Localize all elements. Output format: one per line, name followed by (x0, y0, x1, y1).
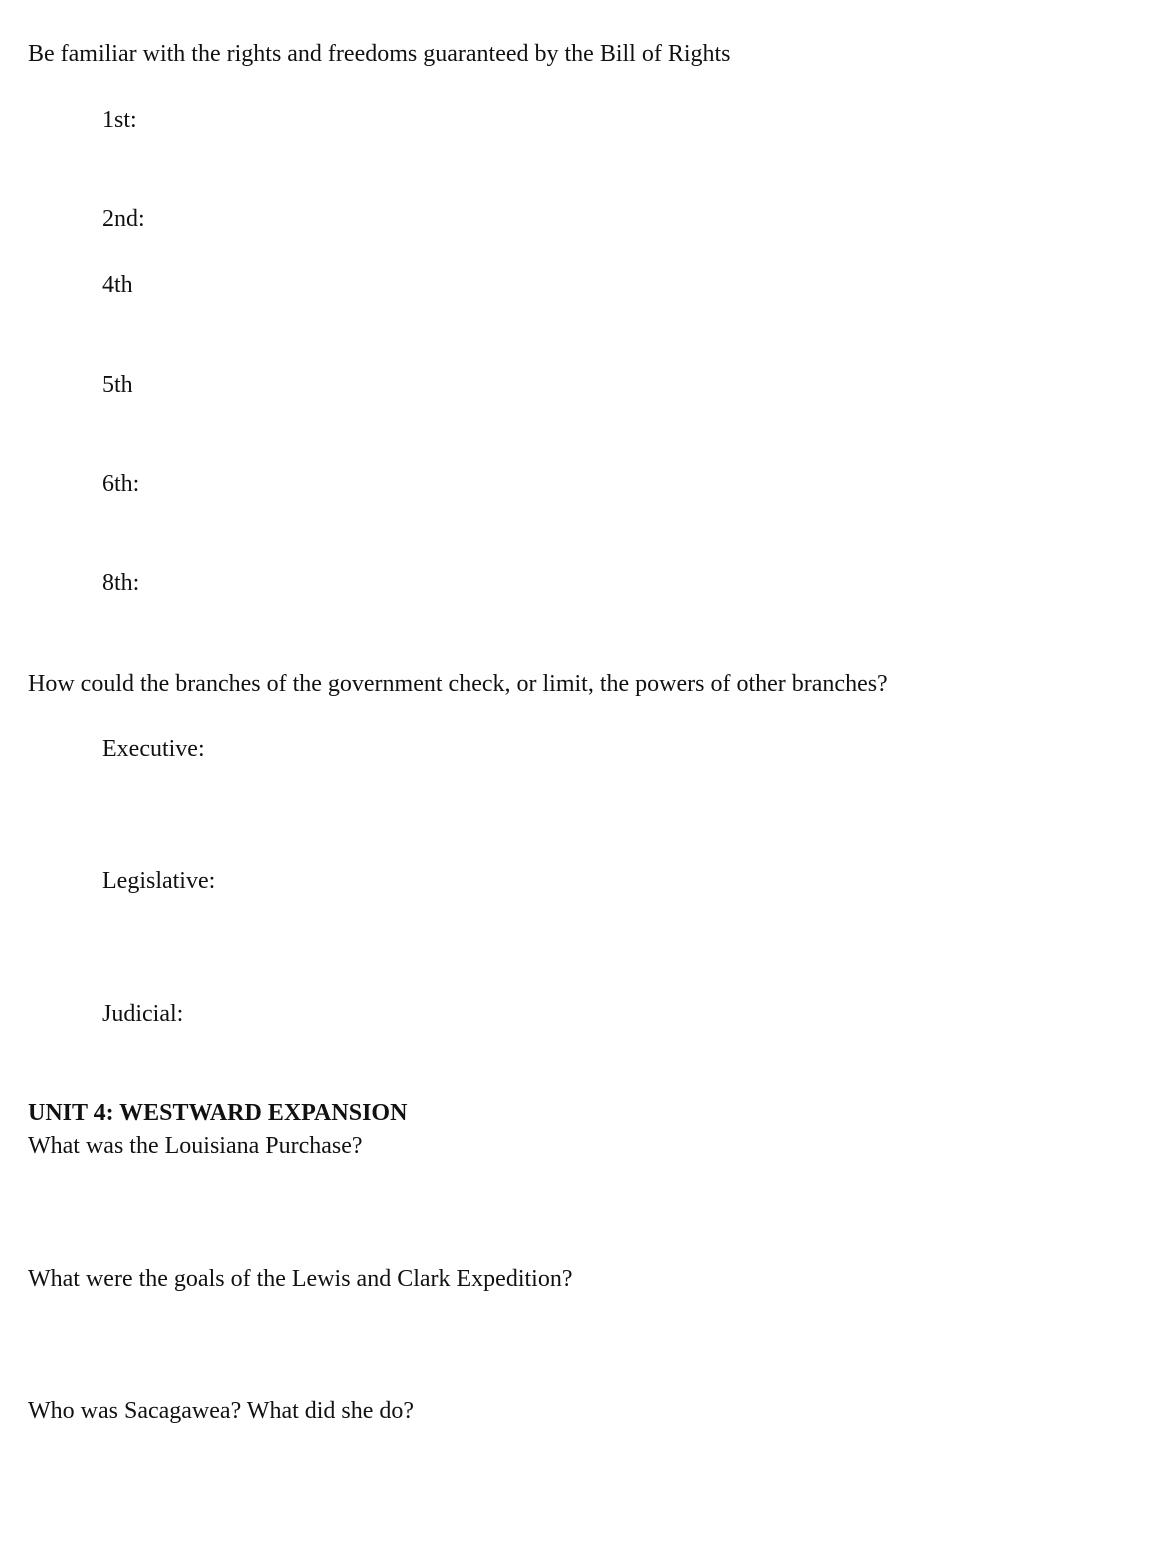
amendment-6th-label: 6th: (102, 471, 140, 497)
amendment-4th-label: 4th (102, 272, 133, 298)
bill-of-rights-prompt: Be familiar with the rights and freedoms guaranteed by the Bill of Rights (28, 41, 731, 67)
louisiana-purchase-question: What was the Louisiana Purchase? (28, 1133, 363, 1159)
amendment-5th-label: 5th (102, 372, 133, 398)
amendment-8th-label: 8th: (102, 570, 140, 596)
checks-balances-prompt: How could the branches of the government check, or limit, the powers of other branches? (28, 671, 888, 697)
branch-legislative-label: Legislative: (102, 868, 216, 894)
lewis-clark-question: What were the goals of the Lewis and Clark Expedition? (28, 1266, 573, 1292)
amendment-1st-label: 1st: (102, 107, 137, 133)
branch-executive-label: Executive: (102, 736, 205, 762)
amendment-2nd-label: 2nd: (102, 206, 145, 232)
unit4-heading: UNIT 4: WESTWARD EXPANSION (28, 1100, 408, 1126)
branch-judicial-label: Judicial: (102, 1001, 184, 1027)
sacagawea-question: Who was Sacagawea? What did she do? (28, 1398, 415, 1424)
